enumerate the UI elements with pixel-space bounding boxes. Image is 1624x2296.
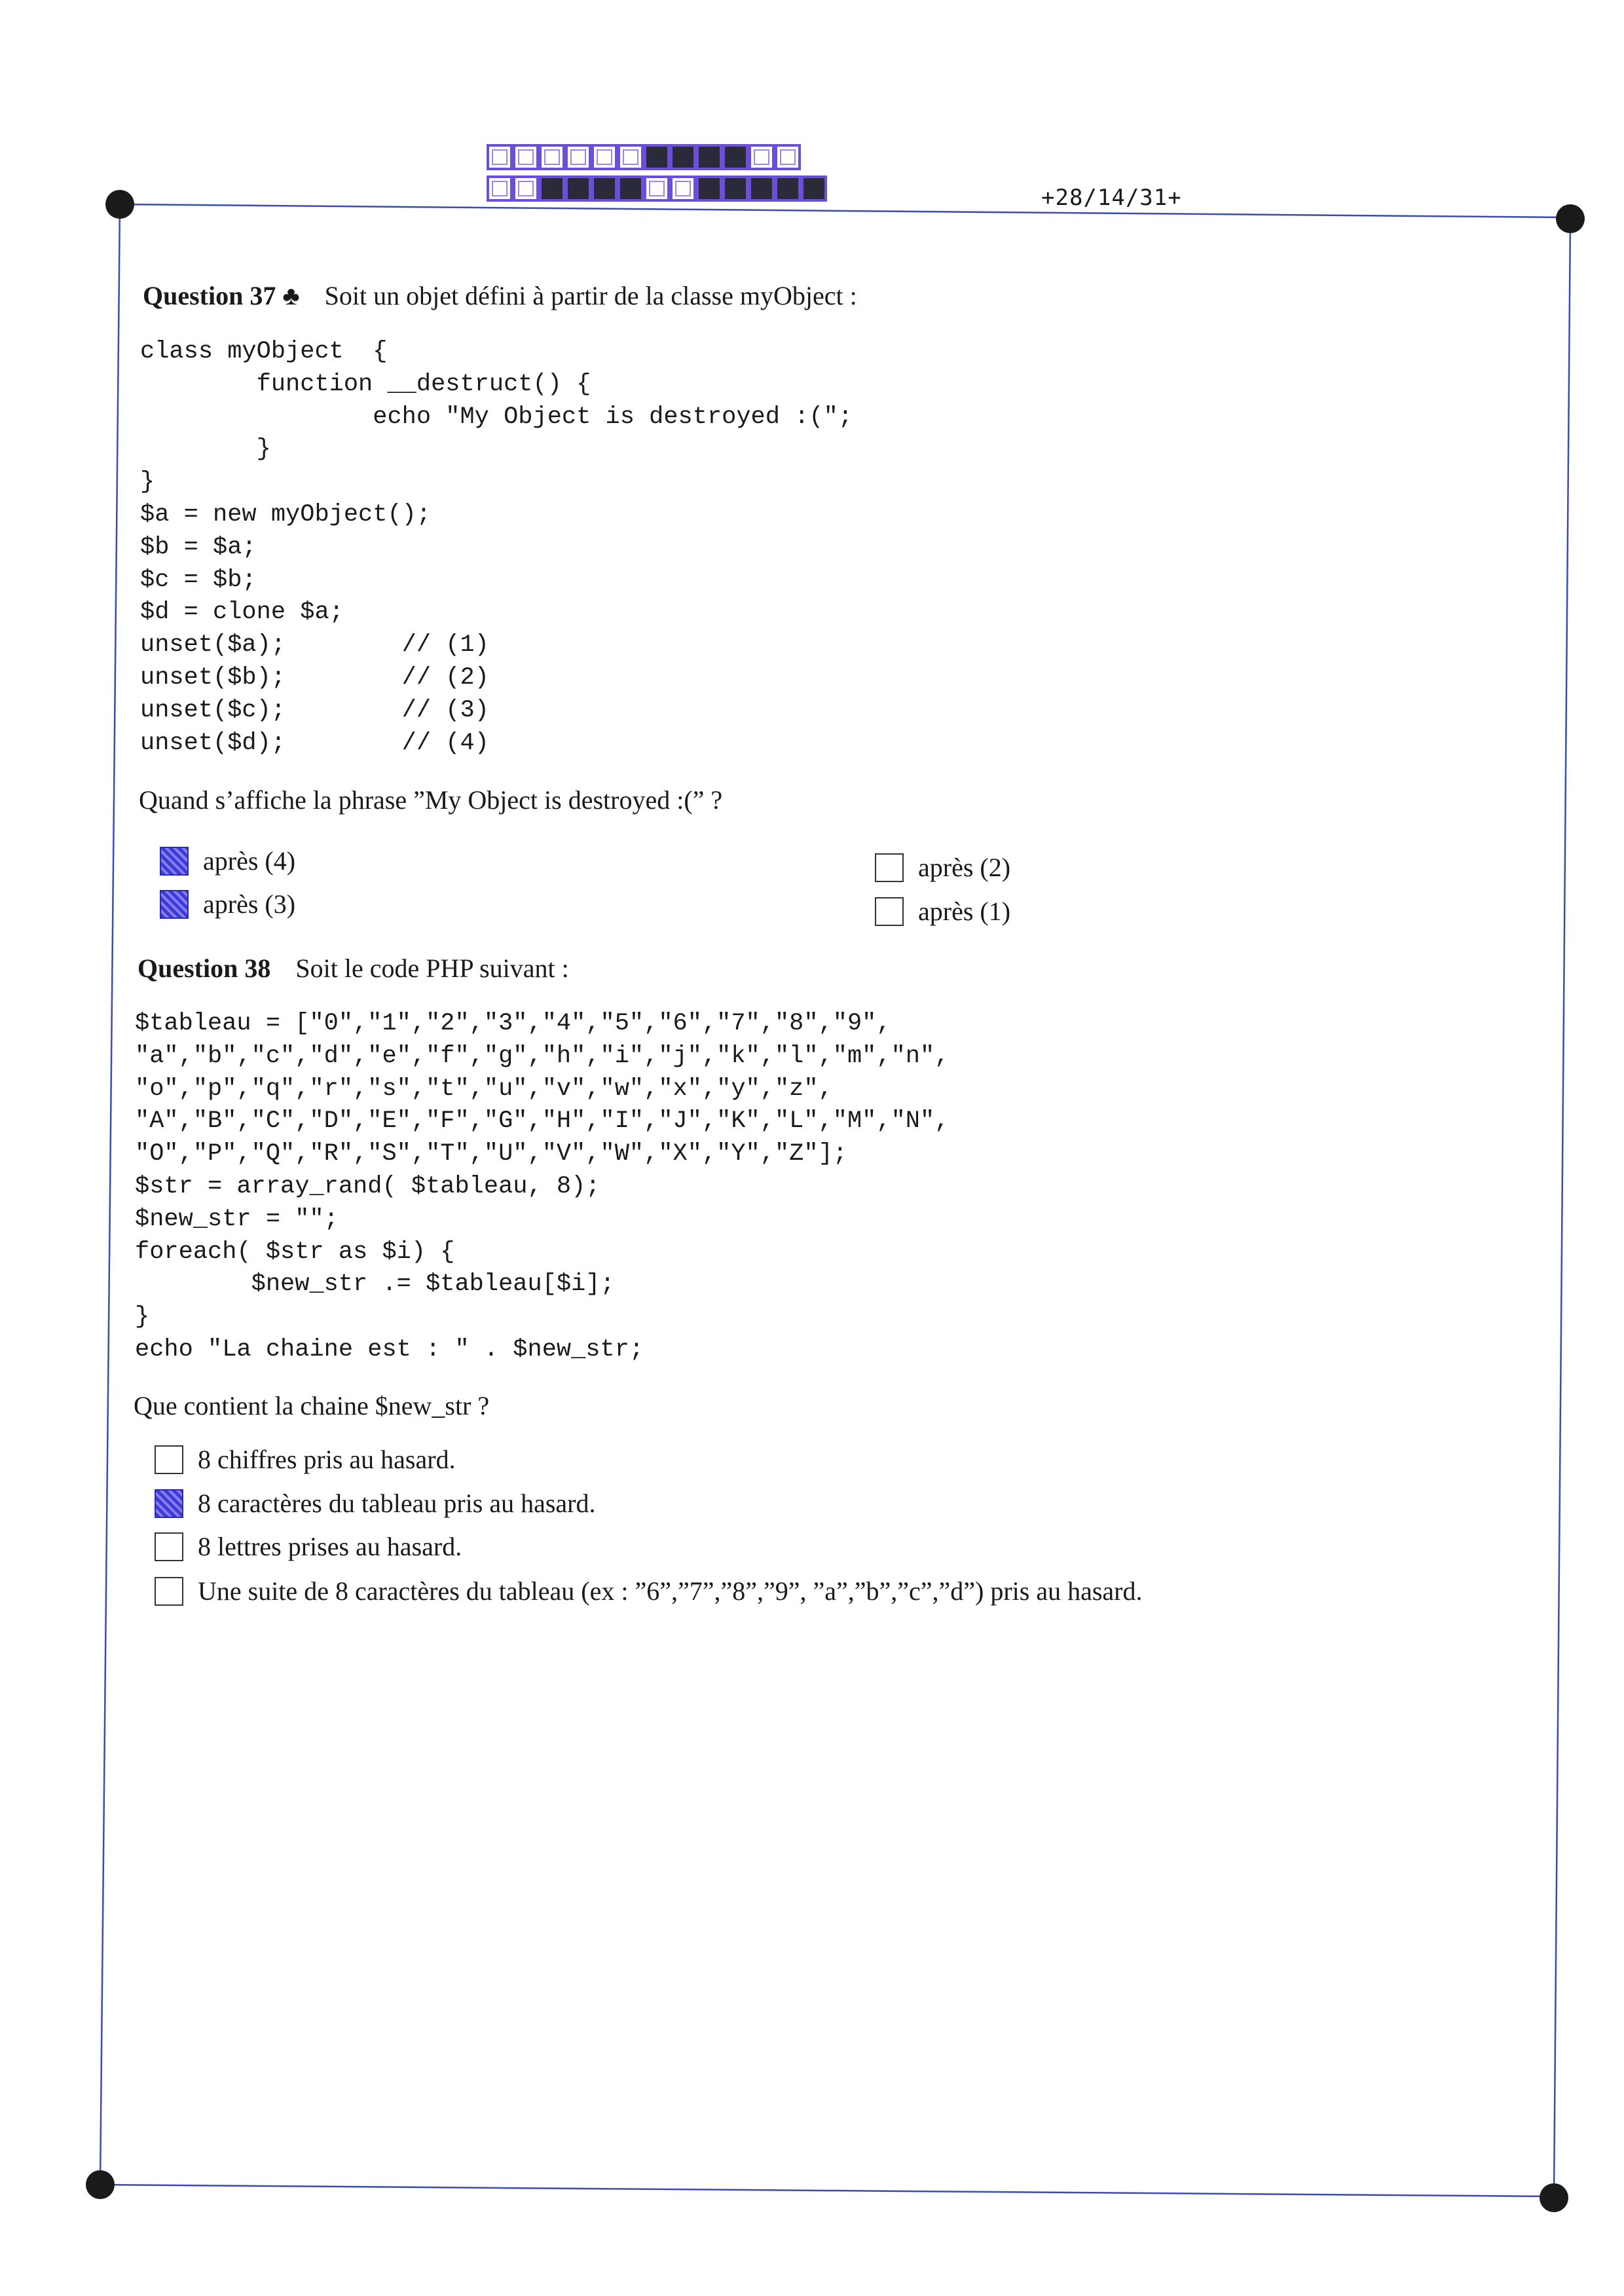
option-label: après (3): [203, 889, 296, 919]
barcode-cell: [619, 145, 642, 169]
q38-option-array-chars[interactable]: [155, 1488, 595, 1519]
question-37-text: Soit un objet défini à partir de la classe myObject :: [324, 281, 857, 310]
corner-mark-top-left: [105, 190, 134, 219]
barcode-cell: [540, 145, 564, 169]
club-icon: ♣: [282, 281, 300, 310]
q37-option-after-3[interactable]: [160, 889, 295, 919]
barcode-cell: [697, 177, 721, 200]
q37-option-after-4[interactable]: [160, 845, 295, 876]
barcode-cell: [566, 145, 590, 169]
barcode-cell: [750, 145, 773, 169]
corner-mark-bottom-right: [1540, 2183, 1568, 2212]
checkbox[interactable]: [875, 853, 904, 882]
barcode-cell: [697, 145, 721, 169]
question-37-code: class myObject { function __destruct() { echo "My Object is destroyed :("; } } $a = new myObject(); $b = $a; $c = $b; $d = clone $a; unset($a); // (1) unset($b); // (2) unset($c); // (3) unset($d); // (4): [140, 338, 853, 757]
q38-option-letters[interactable]: [155, 1531, 462, 1562]
question-37-label: Question 37: [143, 281, 276, 310]
barcode-cell: [724, 145, 747, 169]
barcode-cell: [619, 177, 642, 200]
barcode-cell: [802, 177, 826, 200]
barcode-cell: [514, 177, 538, 200]
checkbox[interactable]: [155, 1532, 183, 1561]
checkbox[interactable]: [160, 890, 189, 919]
option-label: 8 caractères du tableau pris au hasard.: [198, 1489, 596, 1518]
barcode-cell: [593, 145, 616, 169]
barcode-cell: [645, 177, 669, 200]
option-label: 8 lettres prises au hasard.: [198, 1532, 462, 1561]
barcode-cell: [645, 145, 669, 169]
barcode-cell: [593, 177, 616, 200]
question-37-title: [143, 280, 857, 311]
question-38-prompt: Que contient la chaine $new_str ?: [134, 1391, 490, 1420]
option-label: après (1): [918, 897, 1011, 926]
question-38-title: [138, 953, 569, 984]
option-label: après (4): [203, 846, 296, 876]
barcode-cell: [488, 177, 511, 200]
question-37-prompt: Quand s’affiche la phrase ”My Object is destroyed :(” ?: [139, 785, 723, 815]
barcode-cell: [514, 145, 538, 169]
option-label: Une suite de 8 caractères du tableau (ex : ”6”,”7”,”8”,”9”, ”a”,”b”,”c”,”d”) pris au hasard.: [198, 1576, 1143, 1606]
sheet-id: +28/14/31+: [1041, 185, 1182, 211]
barcode-cell: [566, 177, 590, 200]
sheet-barcode: [488, 145, 826, 200]
barcode-cell: [671, 145, 695, 169]
barcode-cell: [776, 177, 800, 200]
q38-option-sequence[interactable]: [155, 1576, 1143, 1606]
question-38-text: Soit le code PHP suivant :: [295, 954, 569, 983]
checkbox[interactable]: [160, 847, 189, 876]
q37-option-after-2[interactable]: [875, 852, 1010, 883]
corner-mark-bottom-left: [86, 2170, 115, 2199]
q37-option-after-1[interactable]: [875, 896, 1010, 927]
barcode-cell: [540, 177, 564, 200]
question-38-code: $tableau = ["0","1","2","3","4","5","6","7","8","9", "a","b","c","d","e","f","g","h","i","j","k","l","m","n", "o","p","q","r","s","t","u","v","w","x","y","z", "A","B","C","D","E","F","G","H","I","J","K","L","M","N", "O","P","Q","R","S","T","U","V","W","X","Y","Z"]; $str = array_rand( $tableau, 8); $new_str = ""; foreach( $str as $i) { $new_str .= $tableau[$i]; } echo "La chaine est : " . $new_str;: [135, 1010, 950, 1363]
corner-mark-top-right: [1556, 204, 1585, 233]
question-38-label: Question 38: [138, 954, 271, 983]
q38-option-digits[interactable]: [155, 1444, 456, 1475]
checkbox[interactable]: [155, 1577, 183, 1606]
option-label: après (2): [918, 853, 1011, 882]
checkbox[interactable]: [155, 1445, 183, 1474]
option-label: 8 chiffres pris au hasard.: [198, 1445, 456, 1474]
checkbox[interactable]: [155, 1489, 183, 1518]
barcode-cell: [724, 177, 747, 200]
barcode-cell: [671, 177, 695, 200]
checkbox[interactable]: [875, 897, 904, 926]
barcode-cell: [776, 145, 800, 169]
barcode-cell: [488, 145, 511, 169]
barcode-cell: [750, 177, 773, 200]
